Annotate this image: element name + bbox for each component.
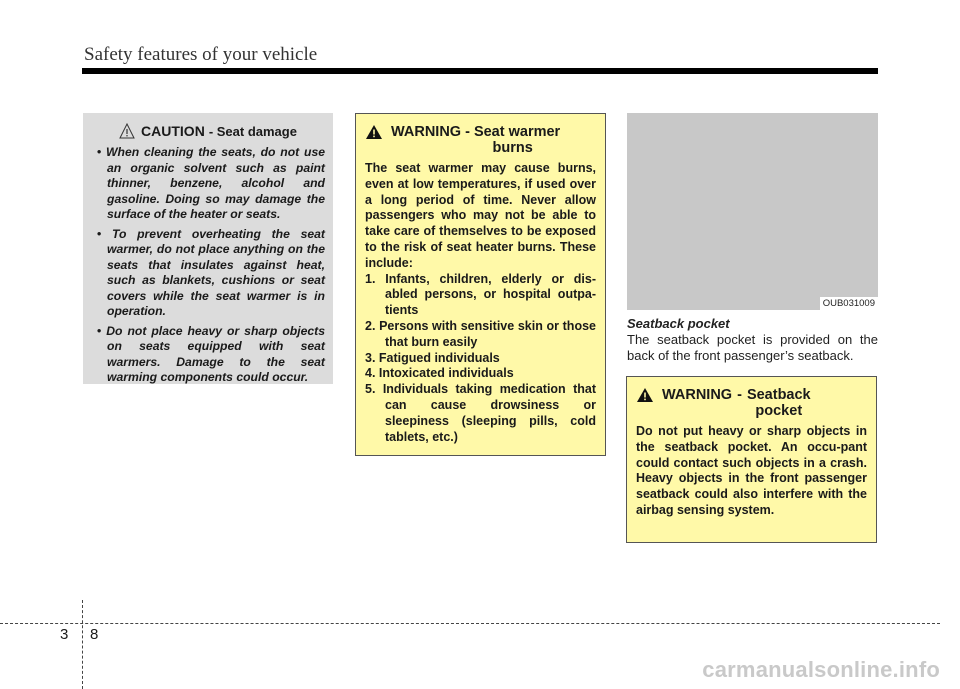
warning-subtitle-line1: - Seat warmer [465,124,561,140]
warning-item: 1. Infants, children, elderly or dis-abled persons, or hospital outpa-tients [365,271,596,318]
warning-item: 5. Individuals taking medication that can cause drowsiness or sleepiness (sleeping pills, cold tablets, etc.) [365,382,596,444]
caution-list [91,145,325,386]
caution-item: • When cleaning the seats, do not use an organic solvent such as paint thinner, benzene, alcohol and gasoline. Doing so may damage the surface of the heater or seats. [91,145,325,223]
warning-triangle-icon [365,124,383,140]
warning-heading [636,387,867,419]
caution-heading [91,123,325,139]
warning-triangle-icon [636,387,654,403]
footer-vertical-divider [82,600,83,689]
caution-subtitle: - Seat damage [208,123,297,139]
warning-dash: - [737,387,742,403]
warning-list [365,272,596,446]
footer-divider [0,623,940,624]
header-rule [82,68,878,74]
caution-item: • Do not place heavy or sharp objects on seats equipped with seat warmers. Damage to the seat warming components could occur. [91,324,325,386]
warning-item: 3. Fatigued individuals [365,350,500,365]
warning-label: WARNING [662,387,733,403]
page-header-title: Safety features of your vehicle [84,44,318,65]
page-number: 8 [90,626,99,643]
warning-subtitle-line1: Seatback [746,387,811,403]
warning-body: Do not put heavy or sharp objects in the seatback pocket. An occu-pant could contact such objects in a crash. Heavy objects in the front passenger seatback could also interfere with the airbag sensing system. [636,424,867,517]
warning-subtitle [747,387,811,419]
caution-label: CAUTION [141,123,205,139]
seatback-photo [627,113,878,310]
warning-subtitle-line2: pocket [755,403,803,419]
caution-item: • To prevent overheating the seat warmer, do not place anything on the seats that insulates against heat, such as blankets, cushions or seat covers while the seat warmer is in operation. [91,227,325,320]
seatback-heading: Seatback pocket [627,316,730,331]
warning-subtitle [465,124,560,156]
warning-label: WARNING [391,124,462,140]
seatback-body: The seatback pocket is provided on the back of the front passenger’s seatback. [627,332,878,363]
warning-seat-warmer-box [355,113,606,456]
warning-heading [365,124,596,156]
warning-subtitle-line2: burns [492,140,533,156]
watermark: carmanualsonline.info [702,657,940,682]
caution-box [83,113,333,384]
warning-intro: The seat warmer may cause burns, even at low temperatures, if used over a long period of time. Never allow passengers who may not be able to take care of themselves to be exposed to the risk of seat heater burns. These include: [365,161,596,270]
warning-item: 4. Intoxicated individuals [365,366,514,381]
caution-triangle-icon [119,123,135,139]
photo-code: OUB031009 [820,297,878,310]
warning-item: 2. Persons with sensitive skin or those that burn easily [365,318,596,349]
chapter-number: 3 [60,626,69,643]
warning-seatback-box [626,376,877,543]
